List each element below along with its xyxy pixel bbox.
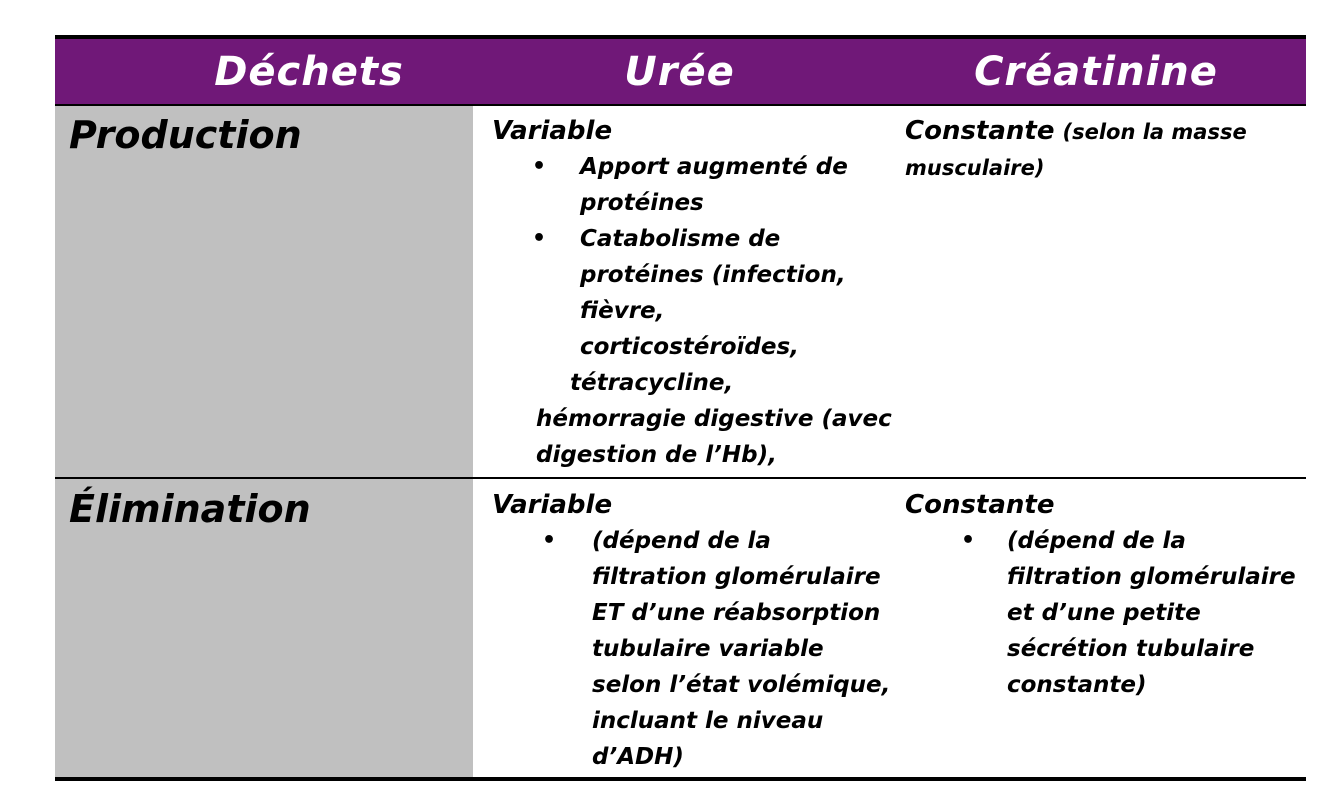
elimination-creatinine-bullet <box>905 523 1305 703</box>
header-creatinine: Créatinine <box>974 48 1218 95</box>
row-label-elimination: Élimination <box>69 487 311 531</box>
list-item-line: constante) <box>1007 672 1147 698</box>
bullet-glyph: • <box>542 528 557 553</box>
production-creatinine-cell <box>905 113 1305 186</box>
bullet-glyph: • <box>961 528 976 553</box>
waste-comparison-table <box>55 35 1306 780</box>
production-uree-heading: Variable <box>492 116 613 146</box>
header-uree: Urée <box>624 48 735 95</box>
list-item-line: filtration glomérulaire <box>1007 564 1296 590</box>
list-item-line: incluant le niveau <box>592 708 824 734</box>
bullet-glyph: • <box>532 226 547 251</box>
elimination-uree-cell <box>492 487 891 775</box>
row-label-column <box>55 106 473 777</box>
production-creatinine-note: (selon la masse <box>1062 120 1247 144</box>
list-item-line: fièvre, <box>580 298 665 324</box>
header-dechets: Déchets <box>214 48 404 95</box>
list-item-line: protéines <box>580 190 704 216</box>
production-creatinine-heading: Constante <box>905 116 1055 146</box>
production-uree-bullet-1 <box>492 149 882 221</box>
list-item-line: filtration glomérulaire <box>592 564 881 590</box>
elimination-creatinine-heading: Constante <box>905 490 1055 520</box>
list-item-line: sécrétion tubulaire <box>1007 636 1255 662</box>
production-creatinine-note-cont: musculaire) <box>905 156 1045 180</box>
elimination-uree-heading: Variable <box>492 490 613 520</box>
list-item-line: protéines (infection, <box>580 262 846 288</box>
bullet-glyph: • <box>532 154 547 179</box>
list-item-line: selon l’état volémique, <box>592 672 891 698</box>
list-item-line: Apport augmenté de <box>580 154 848 180</box>
list-item-line: d’ADH) <box>592 744 684 770</box>
row-divider <box>55 477 1306 479</box>
table-bottom-border <box>55 777 1306 781</box>
list-item-line: tubulaire variable <box>592 636 824 662</box>
list-item-line: digestion de l’Hb), <box>536 442 777 468</box>
row-label-production: Production <box>69 113 302 157</box>
elimination-creatinine-cell <box>905 487 1305 703</box>
list-item-line: ET d’une réabsorption <box>592 600 881 626</box>
list-item-line: et d’une petite <box>1007 600 1201 626</box>
production-uree-cell <box>492 113 892 473</box>
list-item-line: tétracycline, <box>570 370 734 396</box>
list-item-line: Catabolisme de <box>580 226 781 252</box>
list-item-line: corticostéroïdes, <box>580 334 799 360</box>
list-item-line: (dépend de la <box>592 528 771 554</box>
elimination-uree-bullet <box>492 523 891 775</box>
production-uree-bullet-2 <box>492 221 882 365</box>
list-item-line: (dépend de la <box>1007 528 1186 554</box>
list-item-line: hémorragie digestive (avec <box>536 406 892 432</box>
